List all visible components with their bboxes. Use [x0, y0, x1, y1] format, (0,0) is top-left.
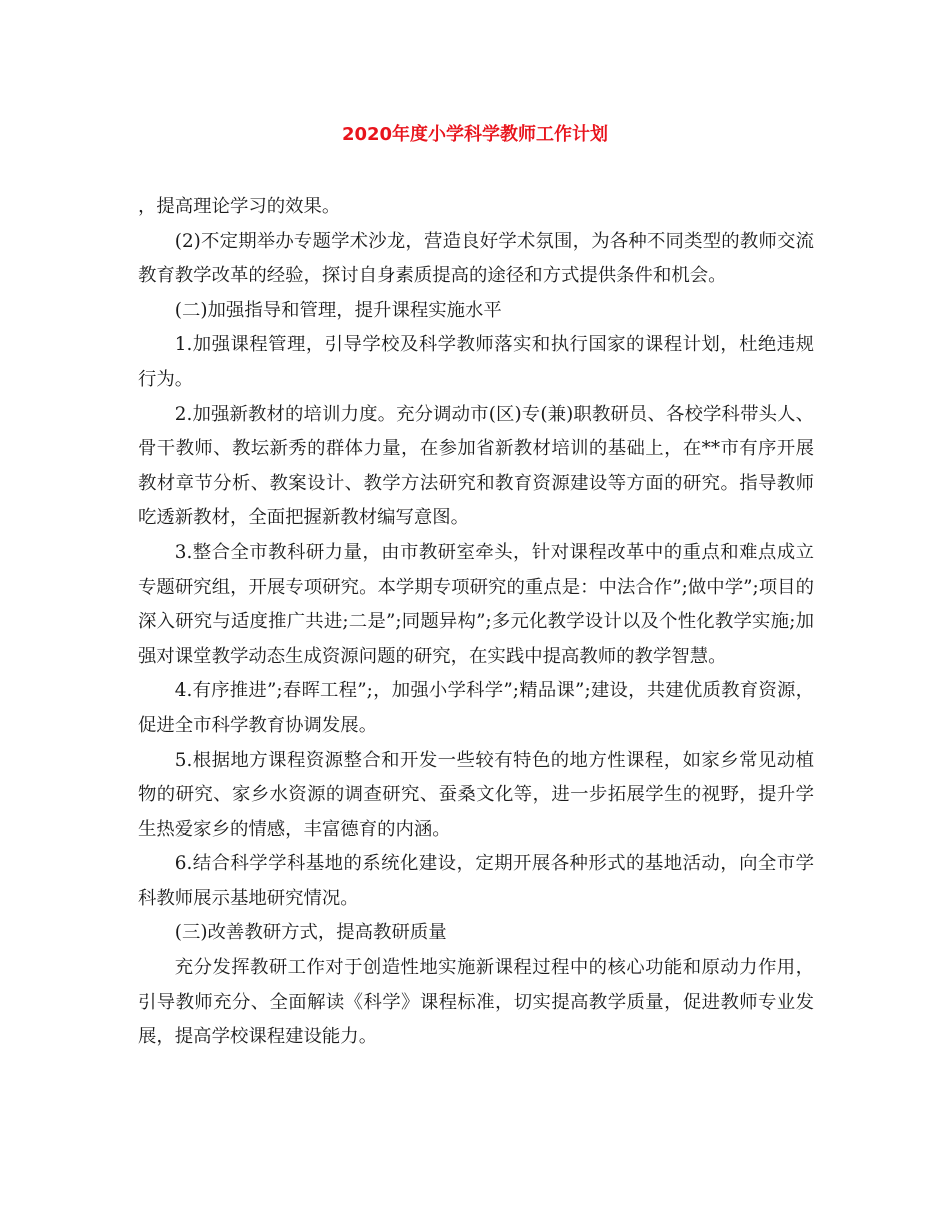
document-body [138, 190, 814, 1055]
paragraph-item-6: 6.结合科学学科基地的系统化建设，定期开展各种形式的基地活动，向全市学科教师展示基地研究情况。 [138, 853, 814, 909]
section-heading-research: (三)改善教研方式，提高教研质量 [174, 922, 447, 944]
paragraph-continuation: ，提高理论学习的效果。 [138, 196, 341, 217]
paragraph-item-3: 3.整合全市教科研力量，由市教研室牵头，针对课程改革中的重点和难点成立专题研究组，开展专项研究。本学期专项研究的重点是：中法合作”;做中学”;项目的深入研究与适度推广共进;二是”;同题异构”;多元化教学设计以及个性化教学实施;加强对课堂教学动态生成资源问题的研究，在实践中提高教师的教学智慧。 [138, 541, 814, 667]
document-title: 2020年度小学科学教师工作计划 [341, 124, 609, 145]
paragraph-item-5: 5.根据地方课程资源整合和开发一些较有特色的地方性课程，如家乡常见动植物的研究、家乡水资源的调查研究、蚕桑文化等，进一步拓展学生的视野，提升学生热爱家乡的情感，丰富德育的内涵。 [138, 749, 814, 840]
paragraph-item-2: 2.加强新教材的培训力度。充分调动市(区)专(兼)职教研员、各校学科带头人、骨干教师、教坛新秀的群体力量，在参加省新教材培训的基础上，在**市有序开展教材章节分析、教案设计、教学方法研究和教育资源建设等方面的研究。指导教师吃透新教材，全面把握新教材编写意图。 [138, 403, 814, 529]
paragraph-salon: (2)不定期举办专题学术沙龙，营造良好学术氛围，为各种不同类型的教师交流教育教学改革的经验，探讨自身素质提高的途径和方式提供条件和机会。 [138, 230, 814, 287]
paragraph-research: 充分发挥教研工作对于创造性地实施新课程过程中的核心功能和原动力作用，引导教师充分、全面解读《科学》课程标准，切实提高教学质量，促进教师专业发展，提高学校课程建设能力。 [138, 957, 814, 1048]
paragraph-item-4: 4.有序推进”;春晖工程”;，加强小学科学”;精品课”;建设，共建优质教育资源，促进全市科学教育协调发展。 [138, 680, 814, 736]
section-heading-guidance: (二)加强指导和管理，提升课程实施水平 [174, 299, 502, 321]
paragraph-item-1: 1.加强课程管理，引导学校及科学教师落实和执行国家的课程计划，杜绝违规行为。 [138, 334, 814, 390]
